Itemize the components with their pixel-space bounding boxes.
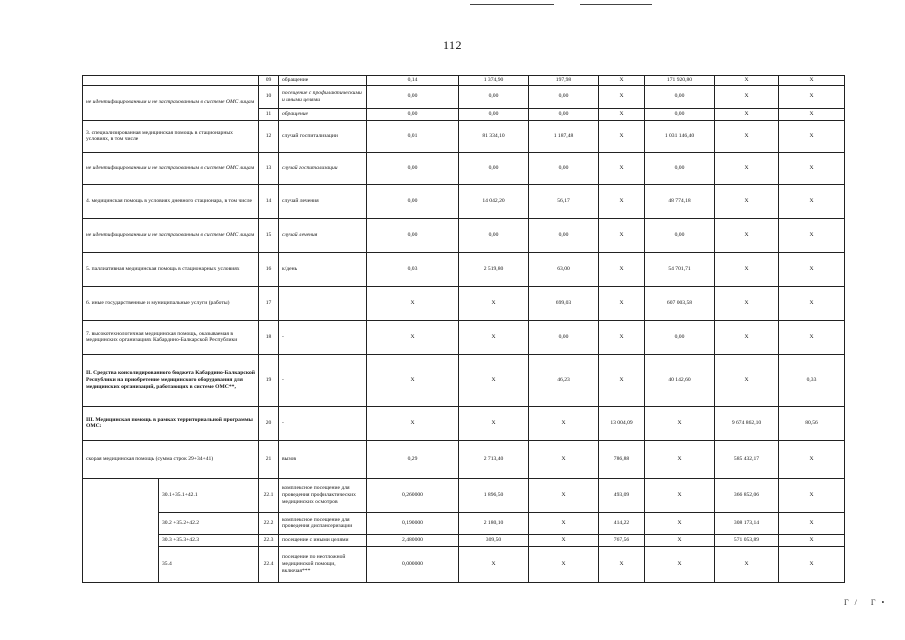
row-per-capita-oms: 0,00 <box>529 218 599 252</box>
row-x2: X <box>715 354 779 406</box>
row-total-oms: 0,00 <box>645 108 715 120</box>
row-x1: 414,22 <box>599 512 645 534</box>
row-norm: X <box>367 406 459 440</box>
row-total-oms: 1 031 146,40 <box>645 120 715 152</box>
row-total-oms: 40 142,60 <box>645 354 715 406</box>
row-x2: 366 852,06 <box>715 478 779 512</box>
row-x1: X <box>599 252 645 286</box>
row-unit: - <box>279 354 367 406</box>
row-x1: 786,88 <box>599 440 645 478</box>
table-row <box>83 440 845 478</box>
row-pct: X <box>779 478 845 512</box>
row-x1: 13 004,09 <box>599 406 645 440</box>
row-line: 13 <box>259 152 279 184</box>
row-total-oms: X <box>645 406 715 440</box>
row-total-oms: 171 920,80 <box>645 76 715 86</box>
row-x1: X <box>599 120 645 152</box>
row-name: III. Медицинская помощь в рамках территориальной программы ОМС: <box>83 406 259 440</box>
row-line: 18 <box>259 320 279 354</box>
row-norm: X <box>367 286 459 320</box>
row-x2: X <box>715 152 779 184</box>
row-x2: 571 053,89 <box>715 534 779 546</box>
row-norm: 2,480000 <box>367 534 459 546</box>
row-line: 22.1 <box>259 478 279 512</box>
row-name: 3. специализированная медицинская помощь в стационарных условиях, в том числе <box>83 120 259 152</box>
row-x2: X <box>715 108 779 120</box>
row-total-oms: X <box>645 478 715 512</box>
row-norm: 0,190000 <box>367 512 459 534</box>
row-per-capita-oms: 699,03 <box>529 286 599 320</box>
table-row <box>83 478 845 512</box>
row-pct: X <box>779 85 845 108</box>
row-pct: X <box>779 252 845 286</box>
row-line: 15 <box>259 218 279 252</box>
row-unit: случай госпитализации <box>279 120 367 152</box>
row-unit: комплексное посещение для проведения диспансеризации <box>279 512 367 534</box>
row-line: 14 <box>259 184 279 218</box>
row-x1: X <box>599 218 645 252</box>
row-cost: 309,50 <box>459 534 529 546</box>
row-per-capita-oms: X <box>529 440 599 478</box>
row-line: 12 <box>259 120 279 152</box>
top-rule-left <box>470 4 554 5</box>
page-number: 112 <box>442 38 463 52</box>
row-cost: 14 042,20 <box>459 184 529 218</box>
row-x2: 585 432,17 <box>715 440 779 478</box>
row-name: 5. паллиативная медицинская помощь в стационарных условиях <box>83 252 259 286</box>
row-pct: X <box>779 152 845 184</box>
row-pct: X <box>779 184 845 218</box>
row-unit: посещение с иными целями <box>279 534 367 546</box>
row-per-capita-oms: X <box>529 406 599 440</box>
row-total-oms: X <box>645 534 715 546</box>
table-row <box>83 76 845 86</box>
row-unit: к/день <box>279 252 367 286</box>
row-name: не идентифицированным и не застрахованным в системе ОМС лицам <box>83 218 259 252</box>
table-row <box>83 512 845 534</box>
row-total-oms: 54 701,71 <box>645 252 715 286</box>
row-x2: X <box>715 252 779 286</box>
row-pct: 80,56 <box>779 406 845 440</box>
row-unit: случай лечения <box>279 184 367 218</box>
row-x2: 308 173,14 <box>715 512 779 534</box>
budget-table <box>82 75 845 583</box>
row-per-capita-oms: 46,23 <box>529 354 599 406</box>
row-x1: X <box>599 152 645 184</box>
row-cost: 2 713,40 <box>459 440 529 478</box>
row-norm: 0,03 <box>367 252 459 286</box>
row-cost: X <box>459 354 529 406</box>
row-name: не идентифицированным и не застрахованным в системе ОМС лицам <box>83 85 259 120</box>
row-line: 11 <box>259 108 279 120</box>
row-cost: 0,00 <box>459 108 529 120</box>
row-x2: X <box>715 120 779 152</box>
top-rule-right <box>580 4 652 5</box>
row-x1: 493,09 <box>599 478 645 512</box>
row-total-oms: 0,00 <box>645 320 715 354</box>
row-x2: X <box>715 286 779 320</box>
row-unit: вызов <box>279 440 367 478</box>
row-line: 09 <box>259 76 279 86</box>
row-total-oms: 607 003,58 <box>645 286 715 320</box>
row-x2: X <box>715 76 779 86</box>
row-x2: X <box>715 218 779 252</box>
row-x1: X <box>599 184 645 218</box>
row-name: скорая медицинская помощь (сумма строк 29+34+41) <box>83 440 259 478</box>
table-row <box>83 534 845 546</box>
table-row <box>83 546 845 582</box>
row-norm: 0,14 <box>367 76 459 86</box>
row-per-capita-oms: 63,00 <box>529 252 599 286</box>
table-row <box>83 85 845 108</box>
row-per-capita-oms: 0,00 <box>529 320 599 354</box>
table-row <box>83 354 845 406</box>
row-total-oms: X <box>645 512 715 534</box>
table-row <box>83 218 845 252</box>
row-norm: 0,00 <box>367 85 459 108</box>
row-norm: 0,00 <box>367 152 459 184</box>
row-name-blank <box>83 478 159 582</box>
row-per-capita-oms: 1 187,48 <box>529 120 599 152</box>
row-line: 22.2 <box>259 512 279 534</box>
row-pct: X <box>779 76 845 86</box>
row-cost: 0,00 <box>459 152 529 184</box>
row-unit: обращение <box>279 108 367 120</box>
row-per-capita-oms: 0,00 <box>529 85 599 108</box>
row-pct: X <box>779 286 845 320</box>
table-row <box>83 152 845 184</box>
row-line: 19 <box>259 354 279 406</box>
row-line: 22.3 <box>259 534 279 546</box>
row-name: 6. иные государственные и муниципальные услуги (работы) <box>83 286 259 320</box>
row-per-capita-oms: 0,00 <box>529 152 599 184</box>
row-norm: 0,01 <box>367 120 459 152</box>
row-norm: 0,000000 <box>367 546 459 582</box>
row-unit: обращение <box>279 76 367 86</box>
row-cost: X <box>459 320 529 354</box>
row-unit: посещение с профилактическими и иными целями <box>279 85 367 108</box>
table-row <box>83 286 845 320</box>
row-unit: посещение по неотложной медицинской помощи, включая*** <box>279 546 367 582</box>
row-cost: 2 180,10 <box>459 512 529 534</box>
row-line: 17 <box>259 286 279 320</box>
row-x1: X <box>599 85 645 108</box>
row-norm: X <box>367 354 459 406</box>
row-name: не идентифицированным и не застрахованным в системе ОМС лицам <box>83 152 259 184</box>
row-pct: X <box>779 108 845 120</box>
row-cost: X <box>459 406 529 440</box>
row-norm: 0,00 <box>367 108 459 120</box>
row-unit: комплексное посещение для проведения профилактических медицинских осмотров <box>279 478 367 512</box>
row-total-oms: 48 774,18 <box>645 184 715 218</box>
row-per-capita-oms: X <box>529 478 599 512</box>
row-norm: 0,00 <box>367 218 459 252</box>
row-x1: X <box>599 320 645 354</box>
row-norm: 0,29 <box>367 440 459 478</box>
row-pct: X <box>779 546 845 582</box>
row-x1: X <box>599 108 645 120</box>
row-total-oms: 0,00 <box>645 218 715 252</box>
row-pct: X <box>779 512 845 534</box>
table-row <box>83 406 845 440</box>
row-name: 7. высокотехнологичная медицинская помощь, оказываемая в медицинских организациях Кабардино-Балкарской Республики <box>83 320 259 354</box>
row-line: 21 <box>259 440 279 478</box>
row-pct: X <box>779 320 845 354</box>
row-x2: X <box>715 546 779 582</box>
row-norm: X <box>367 320 459 354</box>
row-x2: X <box>715 320 779 354</box>
row-per-capita-oms: X <box>529 546 599 582</box>
row-cost: X <box>459 546 529 582</box>
table-row <box>83 120 845 152</box>
row-x1: 767,56 <box>599 534 645 546</box>
row-unit: - <box>279 320 367 354</box>
row-line: 20 <box>259 406 279 440</box>
row-line: 10 <box>259 85 279 108</box>
row-name <box>83 76 259 86</box>
row-pct: X <box>779 120 845 152</box>
row-total-oms: 0,00 <box>645 85 715 108</box>
row-per-capita-oms: 56,17 <box>529 184 599 218</box>
row-ref: 30.3 +35.3+42.3 <box>159 534 259 546</box>
row-cost: 1 374,90 <box>459 76 529 86</box>
row-x2: X <box>715 85 779 108</box>
row-ref: 35.4 <box>159 546 259 582</box>
row-total-oms: 0,00 <box>645 152 715 184</box>
row-x1: X <box>599 76 645 86</box>
table-row <box>83 252 845 286</box>
row-pct: X <box>779 218 845 252</box>
row-per-capita-oms: X <box>529 534 599 546</box>
row-x2: X <box>715 184 779 218</box>
row-name: 4. медицинская помощь в условиях дневного стационара, в том числе <box>83 184 259 218</box>
row-name: II. Средства консолидированного бюджета Кабардино-Балкарской Республики на приобретение медицинского оборудования для медицинских организаций, работающих в системе ОМС**, <box>83 354 259 406</box>
row-cost: 1 896,50 <box>459 478 529 512</box>
row-unit: случай госпитализации <box>279 152 367 184</box>
row-pct: X <box>779 534 845 546</box>
footer-marks: Г/ Г• <box>844 598 891 607</box>
row-norm: 0,260000 <box>367 478 459 512</box>
row-x1: X <box>599 354 645 406</box>
row-ref: 30.2 +35.2+42.2 <box>159 512 259 534</box>
row-cost: 81 334,10 <box>459 120 529 152</box>
row-cost: 0,00 <box>459 218 529 252</box>
row-pct: 0,33 <box>779 354 845 406</box>
row-x2: 9 674 862,10 <box>715 406 779 440</box>
row-line: 22.4 <box>259 546 279 582</box>
row-norm: 0,00 <box>367 184 459 218</box>
row-pct: X <box>779 440 845 478</box>
row-unit: - <box>279 406 367 440</box>
row-x1: X <box>599 546 645 582</box>
row-total-oms: X <box>645 546 715 582</box>
table-row <box>83 320 845 354</box>
row-per-capita-oms: 197,98 <box>529 76 599 86</box>
row-unit <box>279 286 367 320</box>
row-unit: случай лечения <box>279 218 367 252</box>
row-ref: 30.1+35.1+42.1 <box>159 478 259 512</box>
row-total-oms: X <box>645 440 715 478</box>
row-cost: 2 519,80 <box>459 252 529 286</box>
row-line: 16 <box>259 252 279 286</box>
table-row <box>83 184 845 218</box>
row-cost: 0,00 <box>459 85 529 108</box>
row-x1: X <box>599 286 645 320</box>
row-per-capita-oms: X <box>529 512 599 534</box>
row-cost: X <box>459 286 529 320</box>
row-per-capita-oms: 0,00 <box>529 108 599 120</box>
